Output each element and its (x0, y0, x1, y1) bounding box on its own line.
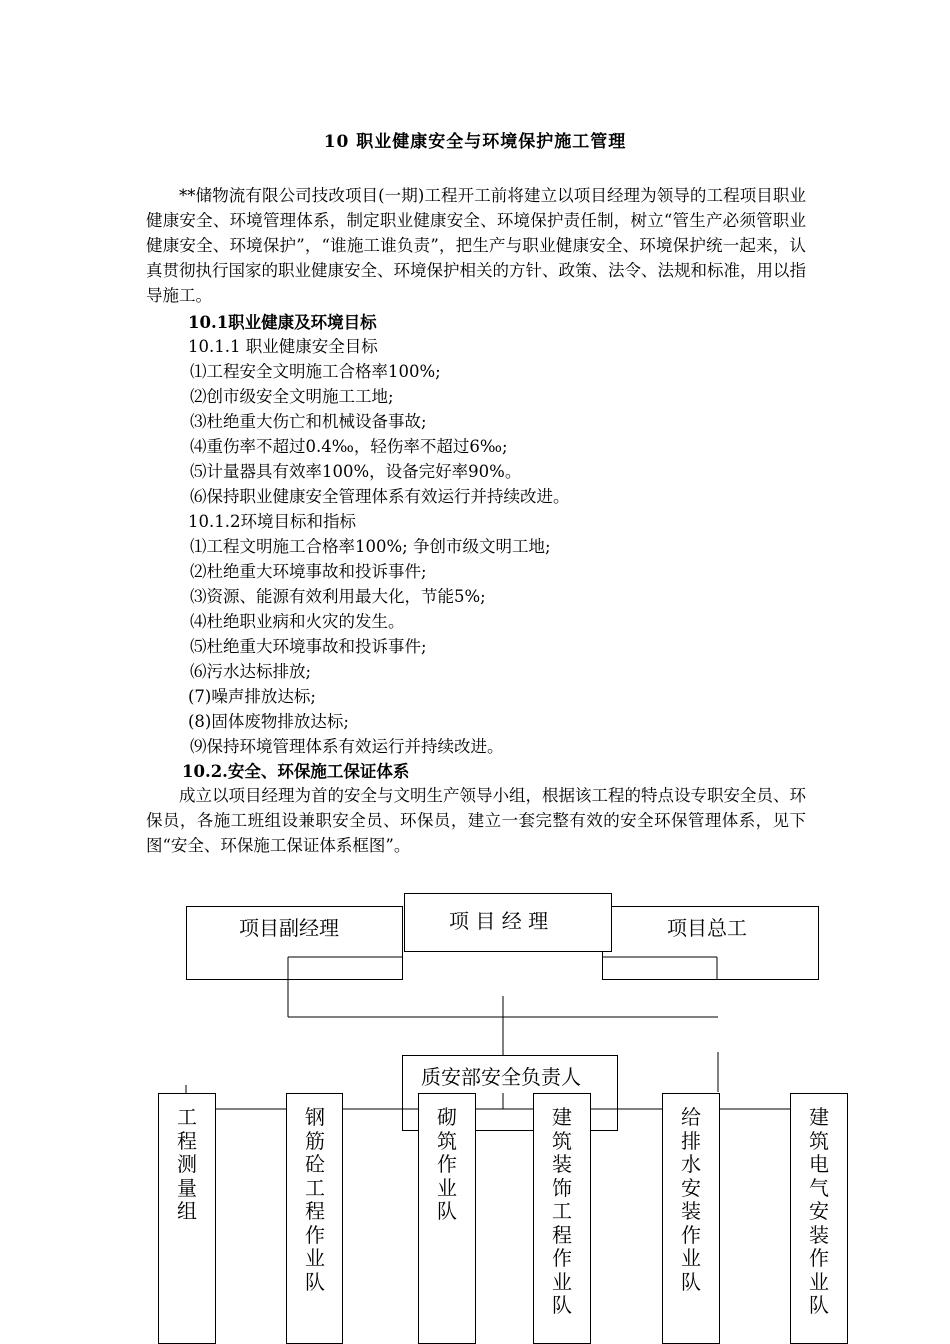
list-item: ⑷杜绝职业病和火灾的发生。 (190, 612, 405, 631)
safety-head-label: 质安部安全负责人 (421, 1065, 581, 1089)
team-label: 工程测量组 (177, 1105, 197, 1223)
team-box-electrical (790, 1093, 848, 1344)
list-item: ⑸计量器具有效率100%，设备完好率90%。 (190, 462, 522, 481)
list-item: ⑴工程安全文明施工合格率100%; (190, 362, 441, 381)
list-item: ⑶资源、能源有效利用最大化，节能5%; (190, 587, 486, 606)
team-label: 建筑电气安装作业队 (809, 1105, 829, 1317)
list-item: ⑵杜绝重大环境事故和投诉事件; (190, 562, 427, 581)
team-label: 给排水安装作业队 (681, 1105, 701, 1294)
manager-box (404, 893, 612, 952)
chief-engineer-label: 项目总工 (667, 916, 747, 940)
list-item: ⑷重伤率不超过0.4‰，轻伤率不超过6‰; (190, 437, 508, 456)
manager-label: 项 目 经 理 (449, 909, 549, 933)
list-item: ⑴工程文明施工合格率100%; 争创市级文明工地; (190, 537, 551, 556)
subsection-1-heading: 10.1.1 职业健康安全目标 (188, 337, 378, 356)
team-box-survey (158, 1093, 216, 1344)
deputy-manager-label: 项目副经理 (239, 916, 339, 940)
team-box-plumbing (662, 1093, 720, 1344)
deputy-manager-box (186, 906, 403, 980)
team-box-decoration (533, 1093, 591, 1344)
list-item: ⑵创市级安全文明施工工地; (190, 387, 394, 406)
team-box-rebar (286, 1093, 343, 1344)
page-title: 10 职业健康安全与环境保护施工管理 (323, 132, 627, 152)
intro-text: **储物流有限公司技改项目(一期)工程开工前将建立以项目经理为领导的工程项目职业健康安全、环境管理体系，制定职业健康安全、环境保护责任制，树立“管生产必须管职业健康安全、环境保护”，“谁施工谁负责”，把生产与职业健康安全、环境保护统一起来，认真贯彻执行国家的职业健康安全、环境保护相关的方针、政策、法令、法规和标准，用以指导施工。 (146, 186, 806, 305)
list-item: ⑹保持职业健康安全管理体系有效运行并持续改进。 (190, 487, 570, 506)
list-item: (8)固体废物排放达标; (188, 712, 349, 731)
section-2-text: 成立以项目经理为首的安全与文明生产领导小组，根据该工程的特点设专职安全员、环保员，各施工班组设兼职安全员、环保员，建立一套完整有效的安全环保管理体系，见下图“安全、环保施工保证体系框图”。 (146, 786, 806, 855)
subsection-2-heading: 10.1.2环境目标和指标 (188, 512, 356, 531)
team-box-masonry (418, 1093, 476, 1344)
section-2-heading: 10.2.安全、环保施工保证体系 (182, 762, 410, 781)
list-item: ⑹污水达标排放; (190, 662, 312, 681)
section-1-heading: 10.1职业健康及环境目标 (188, 313, 377, 332)
list-item: ⑶杜绝重大伤亡和机械设备事故; (190, 412, 427, 431)
list-item: (7)噪声排放达标; (188, 687, 316, 706)
team-label: 砌筑作业队 (437, 1105, 457, 1223)
list-item: ⑼保持环境管理体系有效运行并持续改进。 (190, 737, 504, 756)
team-label: 钢筋砼工程作业队 (305, 1105, 325, 1294)
list-item: ⑸杜绝重大环境事故和投诉事件; (190, 637, 427, 656)
team-label: 建筑装饰工程作业队 (552, 1105, 572, 1317)
chief-engineer-box (602, 906, 819, 980)
